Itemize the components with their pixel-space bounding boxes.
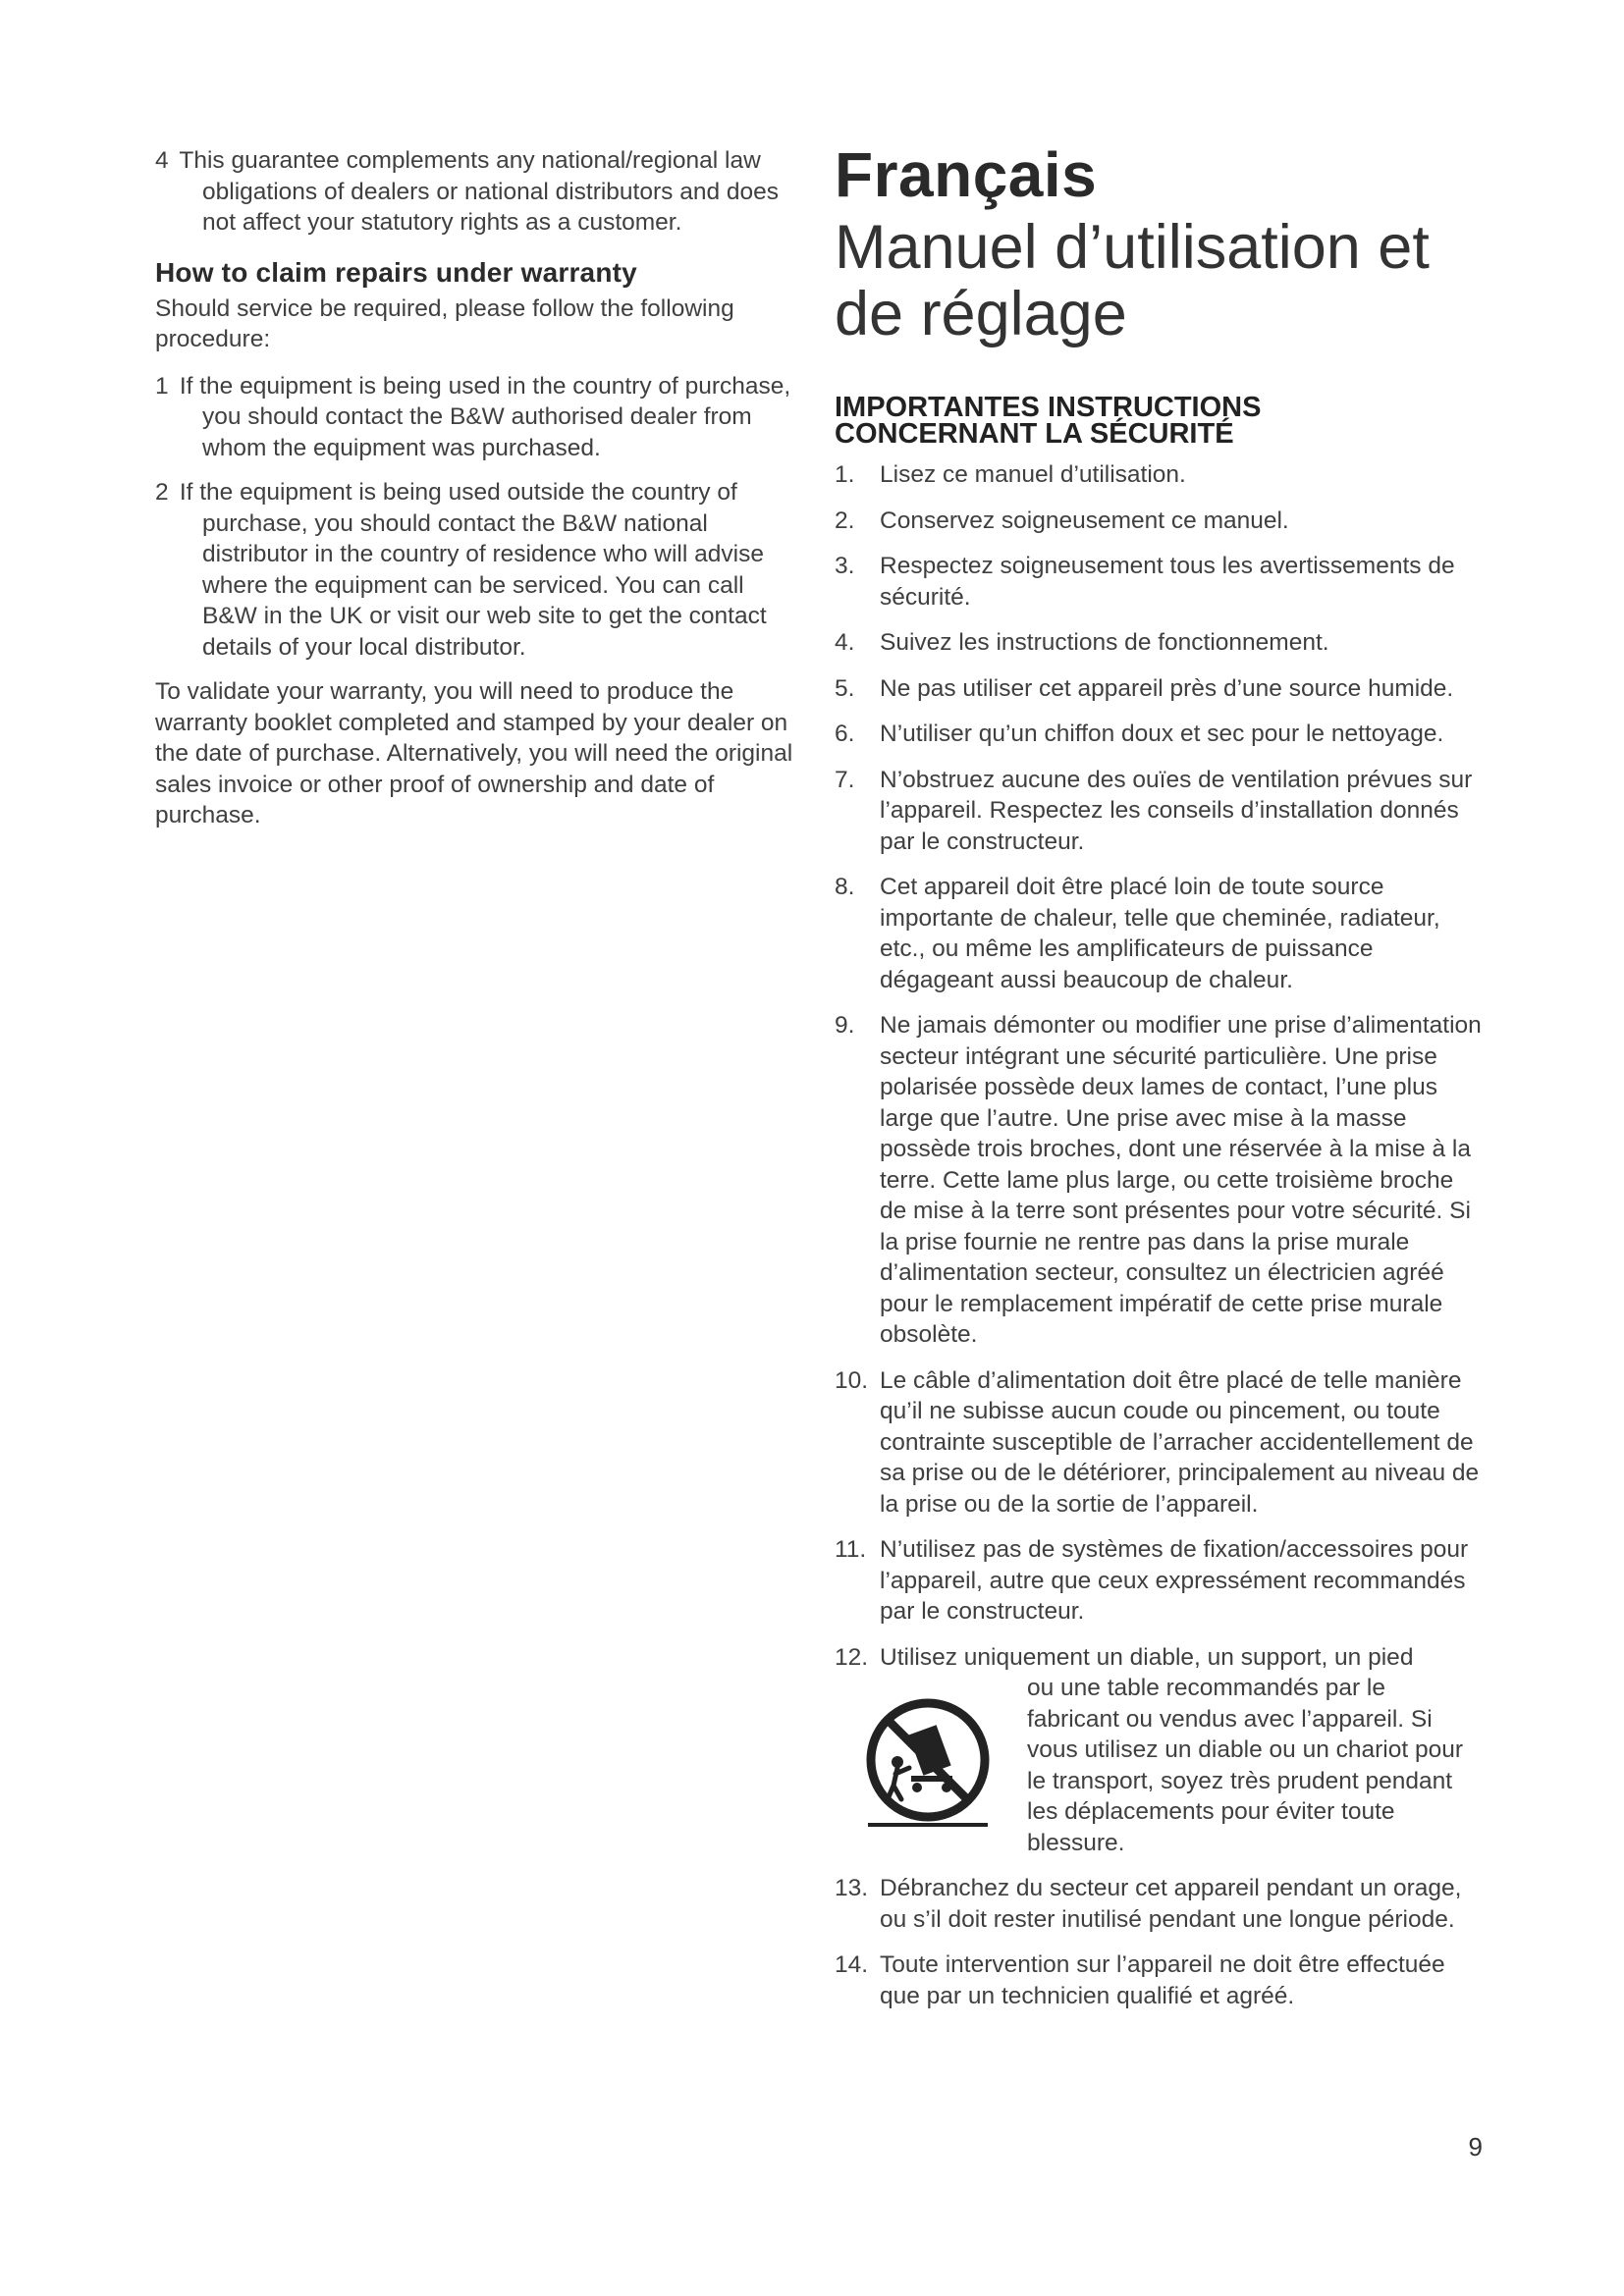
language-title: Français [835, 139, 1098, 210]
item-number: 4 [155, 147, 169, 174]
item-text: This guarantee complements any national/regional law obligations of dealers or national distributors and does not affect your statutory rights as a customer. [179, 147, 780, 236]
safety-item [835, 506, 1483, 537]
warranty-closing: To validate your warranty, you will need to produce the warranty booklet completed and stamped by your dealer on the date of purchase. Alternatively, you will need the original sales invoice or other proof of ownership and date of purchase. [155, 678, 793, 828]
safety-item-cart [835, 1642, 1483, 1859]
item-text: Cet appareil doit être placé loin de toute source importante de chaleur, telle que cheminée, radiateur, etc., ou même les amplificateurs de puissance dégageant aussi beaucoup de chaleur. [880, 874, 1440, 993]
warranty-intro: Should service be required, please follow the following procedure: [155, 294, 734, 352]
safety-item [835, 1365, 1483, 1521]
item-text: Ne jamais démonter ou modifier une prise d’alimentation secteur intégrant une sécurité particulière. Une prise polarisée possède deux lames de contact, l’une plus large que l’autre. Une prise avec mise à la masse possède trois broches, dont une réservée à la mise à la terre. Cette lame plus large, ou cette troisième broche de mise à la terre sont présentes pour votre sécurité. Si la prise fournie ne rentre pas dans la prise murale d’alimentation secteur, consultez un électricien agréé pour le remplacement impératif de cette prise murale obsolète. [880, 1012, 1482, 1348]
safety-item [835, 459, 1483, 491]
item-number: 4. [835, 629, 855, 656]
safety-item [835, 1010, 1483, 1351]
item-text: Ne pas utiliser cet appareil près d’une source humide. [880, 674, 1454, 702]
safety-item [835, 627, 1483, 659]
step-text: If the equipment is being used outside the country of purchase, you should contact the B&W national distributor in the country of residence who will advise where the equipment can be serviced. You can call B&W in the UK or visit our web site to get the contact details of your local distributor. [179, 479, 767, 661]
item-text: Le câble d’alimentation doit être placé de telle manière qu’il ne subisse aucun coude ou pincement, ou toute contrainte susceptible de l’arracher accidentellement de sa prise ou de le détériorer, principalement au niveau de la prise ou de la sortie de l’appareil. [880, 1366, 1480, 1518]
item-number: 1. [835, 461, 855, 488]
step-number: 2 [155, 479, 169, 506]
item-number: 14. [835, 1951, 869, 1978]
safety-item [835, 765, 1483, 858]
safety-item [835, 673, 1483, 705]
warranty-step-2 [155, 477, 805, 663]
safety-item [835, 551, 1483, 613]
item-text: N’utiliser qu’un chiffon doux et sec pour le nettoyage. [880, 721, 1444, 747]
item-number: 2. [835, 507, 855, 534]
safety-list [835, 459, 1483, 2011]
safety-item [835, 719, 1483, 750]
left-column [155, 145, 805, 847]
item-number: 11. [835, 1536, 867, 1563]
item-number: 12. [835, 1643, 869, 1671]
step-text: If the equipment is being used in the country of purchase, you should contact the B&W authorised dealer from whom the equipment was purchased. [179, 372, 791, 461]
item-text: Toute intervention sur l’appareil ne doit être effectuée que par un technicien qualifié et agréé. [880, 1951, 1445, 2009]
safety-heading-line-2: CONCERNANT LA SÉCURITÉ [835, 418, 1234, 450]
item-text: Lisez ce manuel d’utilisation. [880, 461, 1186, 488]
warranty-step-1 [155, 371, 805, 464]
step-number: 1 [155, 372, 169, 400]
item-text-rest: ou une table recommandés par le fabricant ou vendus avec l’appareil. Si vous utilisez un diable ou un chariot pour le transport, soyez très prudent pendant les déplacements pour éviter toute blessure. [1027, 1675, 1464, 1856]
item-text: N’utilisez pas de systèmes de fixation/accessoires pour l’appareil, autre que ceux expressément recommandés par le constructeur. [880, 1536, 1469, 1625]
right-column [835, 137, 1483, 2026]
item-text: Conservez soigneusement ce manuel. [880, 507, 1289, 534]
item-number: 10. [835, 1366, 869, 1394]
safety-item [835, 872, 1483, 995]
safety-heading [835, 392, 1483, 450]
item-text: N’obstruez aucune des ouïes de ventilation prévues sur l’appareil. Respectez les conseils d’installation donnés par le constructeur. [880, 766, 1473, 855]
manual-subtitle: Manuel d’utilisation et de réglage [835, 213, 1430, 348]
item-text: Respectez soigneusement tous les avertissements de sécurité. [880, 553, 1455, 611]
item-number: 13. [835, 1875, 869, 1901]
warranty-claim-heading: How to claim repairs under warranty [155, 256, 637, 288]
cart-warning-icon [854, 1689, 1001, 1837]
item-number: 8. [835, 874, 855, 900]
safety-heading-line-1: IMPORTANTES INSTRUCTIONS [835, 392, 1262, 423]
item-number: 5. [835, 674, 855, 702]
item-number: 7. [835, 766, 855, 793]
page-number: 9 [1468, 2132, 1483, 2162]
guarantee-item-4 [155, 145, 805, 239]
item-text-first-line: Utilisez uniquement un diable, un support, un pied [880, 1643, 1414, 1671]
safety-item [835, 1949, 1483, 2011]
safety-item [835, 1873, 1483, 1935]
item-number: 6. [835, 721, 855, 747]
item-text: Débranchez du secteur cet appareil pendant un orage, ou s’il doit rester inutilisé pendant une longue période. [880, 1875, 1462, 1933]
item-number: 9. [835, 1012, 855, 1039]
item-number: 3. [835, 553, 855, 579]
safety-item [835, 1534, 1483, 1628]
item-text: Suivez les instructions de fonctionnement. [880, 629, 1329, 656]
